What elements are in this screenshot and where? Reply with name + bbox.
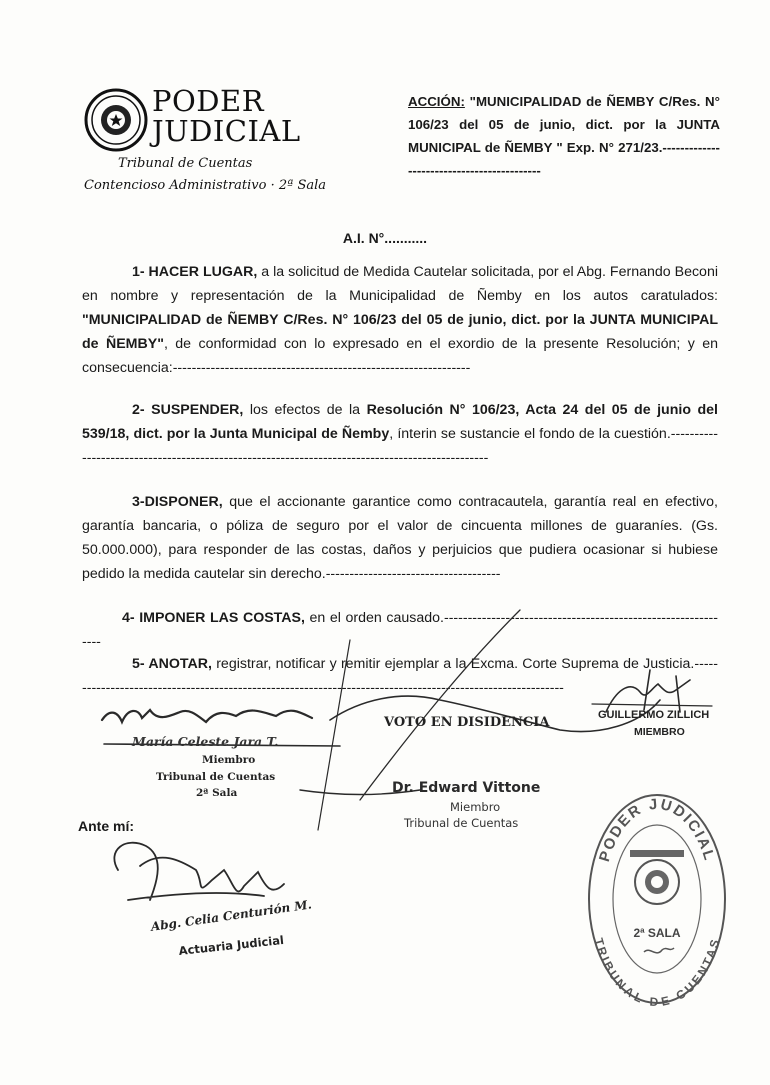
p3-text: que el accionante garantice como contracautela, garantía real en efectivo, garantía bancaria, o póliza de seguro por el valor de cincuenta millones de guaraníes. (Gs. 50.000.000), para responder de las costas, daños y perjuicios que pudiera ocasionar si hubiese pedido la medida cautelar sin derecho.------------------------------------- bbox=[82, 494, 718, 582]
p5-lead: 5- ANOTAR, bbox=[132, 656, 212, 672]
p1-lead: 1- HACER LUGAR, bbox=[132, 264, 258, 280]
p1-text-a: a la solicitud de Medida Cautelar solicitada, por el Abg. Fernando Beconi en nombre y representación de la Municipalidad de Ñemby en los autos caratulados: bbox=[82, 264, 718, 304]
jara-tribunal: Tribunal de Cuentas bbox=[156, 771, 276, 783]
p2-lead: 2- SUSPENDER, bbox=[132, 402, 244, 418]
zillich-name: GUILLERMO ZILLICH bbox=[598, 709, 710, 721]
stamp-sala: 2ª SALA bbox=[633, 926, 681, 940]
accion-text: "MUNICIPALIDAD de ÑEMBY C/Res. N° 106/23 del 05 de junio, dict. por la JUNTA MUNICIPAL de ÑEMBY " Exp. N° 271/23.------------------------------------------- bbox=[408, 94, 720, 178]
p4-text: en el orden causado.-------------------------------------------------------------- bbox=[82, 610, 718, 650]
ai-number: A.I. N°........... bbox=[342, 230, 428, 246]
brand-subtitle-tribunal: Tribunal de Cuentas bbox=[118, 156, 253, 171]
paragraph-2 bbox=[82, 398, 718, 470]
p2-text-b: , ínterin se sustancie el fondo de la cuestión.------------------------------------------------------------------------------------------------ bbox=[82, 426, 719, 466]
p1-text-b: , de conformidad con lo expresado en el exordio de la presente Resolución; y en consecuencia:--------------------------------------------------------------- bbox=[82, 336, 718, 376]
tribunal-stamp bbox=[586, 792, 728, 1006]
vittone-role: Miembro bbox=[450, 800, 501, 814]
brand-poder: PODER bbox=[152, 84, 265, 118]
zillich-role: MIEMBRO bbox=[634, 726, 685, 738]
brand-judicial: JUDICIAL bbox=[152, 114, 301, 148]
stamp-bottom-text: TRIBUNAL DE CUENTAS bbox=[591, 936, 723, 1006]
paragraph-1 bbox=[82, 260, 718, 380]
p2-resolution: Resolución N° 106/23, Acta 24 del 05 de junio del 539/18, dict. por la Junta Municipal de Ñemby bbox=[82, 402, 718, 442]
paragraph-3 bbox=[82, 490, 718, 586]
stamp-top-text: PODER JUDICIAL bbox=[595, 795, 719, 864]
ante-mi-label: Ante mí: bbox=[78, 818, 134, 834]
brand-subtitle-sala: Contencioso Administrativo · 2ª Sala bbox=[84, 178, 327, 193]
p3-lead: 3-DISPONER, bbox=[132, 494, 223, 510]
vittone-tribunal: Tribunal de Cuentas bbox=[404, 816, 519, 830]
p1-case-title: "MUNICIPALIDAD de ÑEMBY C/Res. N° 106/23 del 05 de junio, dict. por la JUNTA MUNICIPAL de ÑEMBY" bbox=[82, 312, 718, 352]
svg-text:TRIBUNAL DE CUENTAS bbox=[591, 937, 722, 1006]
centurion-signature-icon bbox=[114, 843, 284, 900]
vittone-name: Dr. Edward Vittone bbox=[392, 780, 541, 796]
paragraph-5 bbox=[82, 652, 718, 700]
paragraph-4 bbox=[82, 606, 718, 654]
accion-label: ACCIÓN: bbox=[408, 94, 465, 109]
jara-role: Miembro bbox=[202, 754, 256, 766]
jara-signature-icon bbox=[102, 710, 312, 722]
jara-name: María Celeste Jara T. bbox=[132, 734, 279, 749]
stamp-seal-icon bbox=[586, 792, 728, 1006]
p4-lead: 4- IMPONER LAS COSTAS, bbox=[122, 610, 305, 626]
centurion-name: Abg. Celia Centurión M. bbox=[150, 897, 313, 934]
jara-sala: 2ª Sala bbox=[196, 787, 238, 799]
voto-en-disidencia: VOTO EN DISIDENCIA bbox=[384, 715, 550, 730]
accion-caption bbox=[408, 90, 720, 182]
judicial-seal-logo-icon bbox=[84, 88, 148, 152]
p5-text: registrar, notificar y remitir ejemplar a la Excma. Corte Suprema de Justicia.----------------------------------------------------------------------------------------------------------- bbox=[82, 656, 718, 696]
centurion-role: Actuaria Judicial bbox=[178, 932, 285, 958]
p2-text-a: los efectos de la bbox=[243, 402, 367, 418]
